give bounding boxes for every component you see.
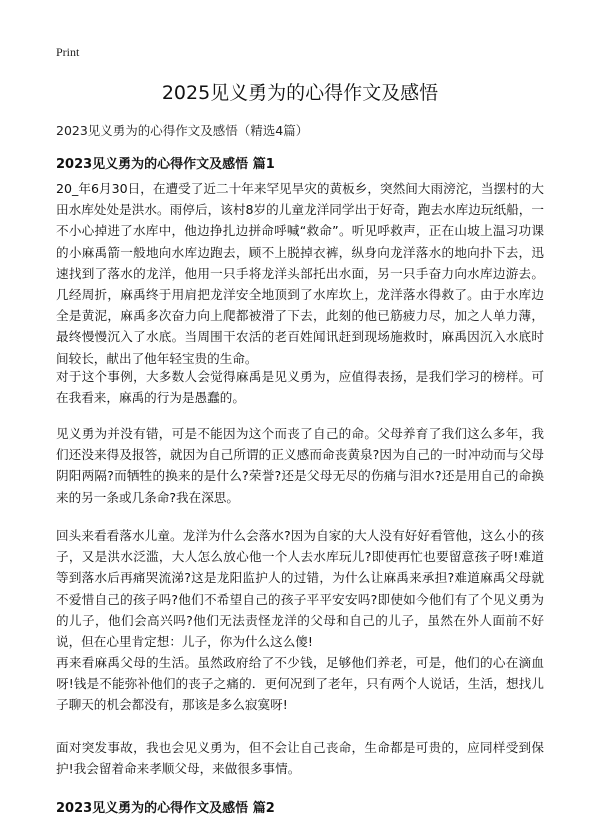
paragraph-1: 20_年6月30日，在遭受了近二十年来罕见旱灾的黄板乡，突然间大雨滂沱，当摆村的大田水库处处是洪水。雨停后，该村8岁的儿童龙洋同学出于好奇，跑去水库边玩纸船，一不小心掉进了水库中，他边挣扎边拼命呼喊“救命”。听见呼救声，正在山坡上温习功课的小麻禹箭一般地向水库边跑去，顾不上脱掉衣裤，纵身向龙洋落水的地向扑下去，迅速找到了落水的龙洋，他用一只手将龙洋头部托出水面，另一只手奋力向水库边游去。几经周折，麻禹终于用肩把龙洋安全地顶到了水库坎上，龙洋落水得救了。由于水库边全是黄泥，麻禹多次奋力向上爬都被滑了下去，此刻的他已筋疲力尽，加之人单力薄，最终慢慢沉入了水底。当周围干农活的老百姓闻讯赶到现场施救时，麻禹因沉入水底时间较长，献出了他年轻宝贵的生命。 bbox=[56, 181, 544, 366]
page-title: 2025见义勇为的心得作文及感悟 bbox=[161, 82, 439, 104]
paragraph-4: 回头来看看落水儿童。龙洋为什么会落水?因为自家的大人没有好好看管他，这么小的孩子，又是洪水泛滥，大人怎么放心他一个人去水库玩儿?即使再忙也要留意孩子呀!难道等到落水后再痛哭流涕?这是龙阳监护人的过错，为什么让麻禹来承担?难道麻禹父母就不爱惜自己的孩子吗?他们不希望自己的孩子平平安安吗?即使如今他们有了个见义勇为的儿子，他们会高兴吗?他们无法责怪龙洋的父母和自己的儿子，虽然在外人面前不好说，但在心里肯定想：儿子，你为什么这么傻! bbox=[56, 528, 544, 650]
paragraph-6: 面对突发事故，我也会见义勇为，但不会让自己丧命，生命都是可贵的，应同样受到保护!我会留着命来孝顺父母，来做很多事情。 bbox=[56, 740, 544, 777]
document-subtitle: 2023见义勇为的心得作文及感悟（精选4篇） bbox=[56, 123, 309, 138]
section-heading-1: 2023见义勇为的心得作文及感悟 篇1 bbox=[56, 157, 275, 172]
paragraph-2: 对于这个事例，大多数人会觉得麻禹是见义勇为，应值得表扬，是我们学习的榜样。可在我看来，麻禹的行为是愚蠢的。 bbox=[56, 369, 544, 406]
paragraph-3: 见义勇为并没有错，可是不能因为这个而丧了自己的命。父母养育了我们这么多年，我们还没来得及报答，就因为自己所谓的正义感而命丧黄泉?因为自己的一时冲动而与父母阴阳两隔?而牺牲的换来的是什么?荣誉?还是父母无尽的伤痛与泪水?还是用自己的命换来的另一条或几条命?我在深思。 bbox=[56, 426, 544, 505]
paragraph-5: 再来看麻禹父母的生活。虽然政府给了不少钱，足够他们养老，可是，他们的心在滴血呀!钱是不能弥补他们的丧子之痛的．更何况到了老年，只有两个人说话，生活，想找儿子聊天的机会都没有，那该是多么寂寞呀! bbox=[56, 655, 544, 713]
print-label: Print bbox=[56, 45, 80, 59]
section-heading-2: 2023见义勇为的心得作文及感悟 篇2 bbox=[56, 801, 275, 816]
